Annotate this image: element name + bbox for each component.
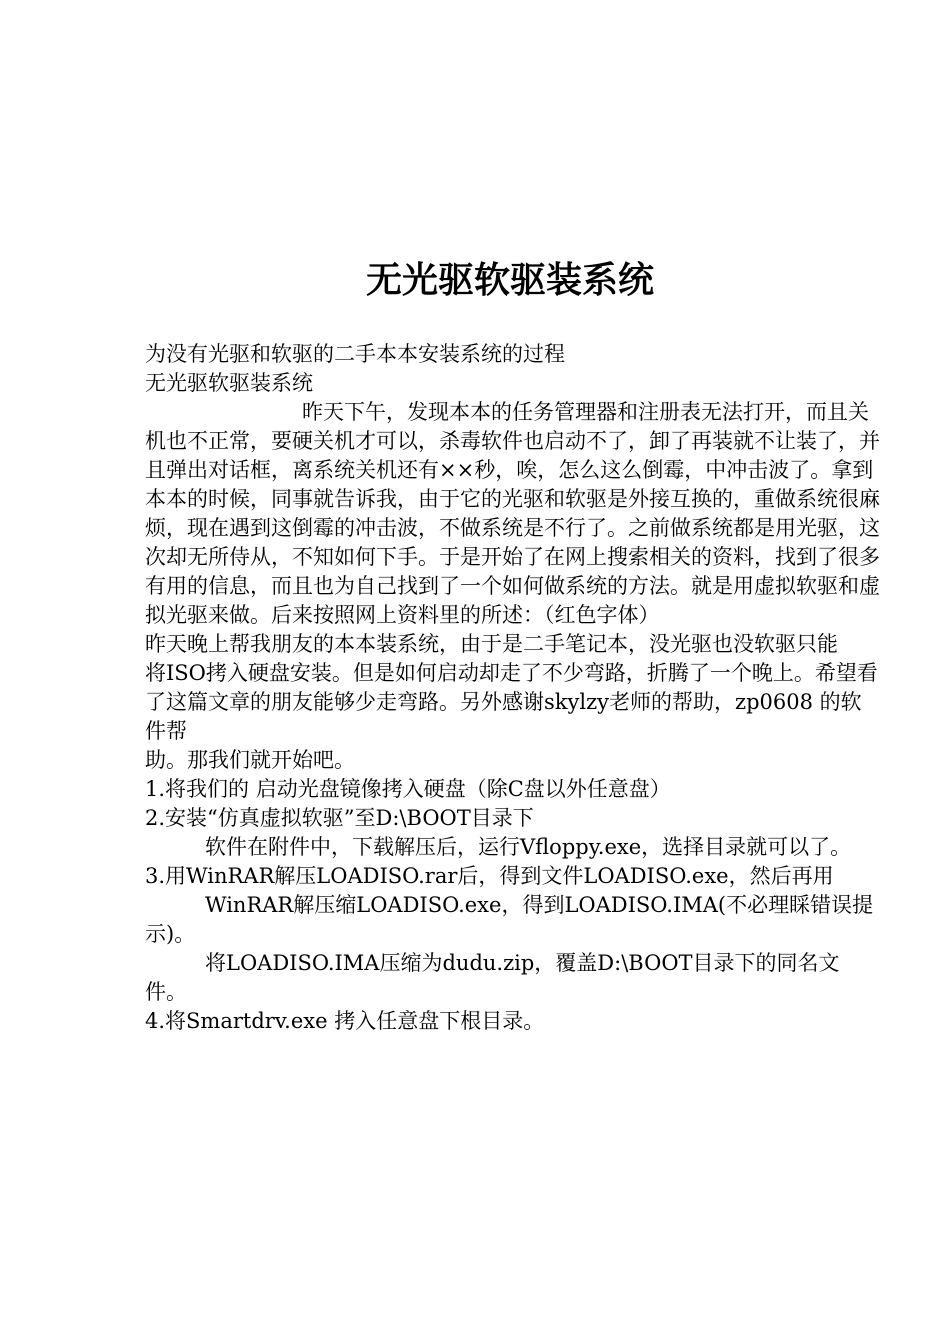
step-1: 1.将我们的 启动光盘镜像拷入硬盘（除C盘以外任意盘） — [145, 777, 671, 801]
paragraph-heading: 无光驱软驱装系统 — [145, 371, 313, 395]
paragraph-quote-2: 将ISO拷入硬盘安装。但是如何启动却走了不少弯路，折腾了一个晚上。希望看 — [145, 661, 878, 685]
paragraph-quote-1: 昨天晚上帮我朋友的本本装系统，由于是二手笔记本，没光驱也没软驱只能 — [145, 632, 838, 656]
step-3-detail-1: WinRAR解压缩LOADISO.exe，得到LOADISO.IMA(不必理睬错误提示)。 — [145, 893, 874, 946]
paragraph-quote-4: 助。那我们就开始吧。 — [145, 748, 355, 772]
document-title: 无光驱软驱装系统 — [365, 259, 654, 302]
paragraph-story: 昨天下午，发现本本的任务管理器和注册表无法打开，而且关机也不正常，要硬关机才可以，杀毒软件也启动不了，卸了再装就不让装了，并且弹出对话框，离系统关机还有××秒，唉，怎么这么倒霉，中冲击波了。拿到本本的时候，同事就告诉我，由于它的光驱和软驱是外接互换的，重做系统很麻烦，现在遇到这倒霉的冲击波，不做系统是不行了。之前做系统都是用光驱，这次却无所侍从，不知如何下手。于是开始了在网上搜索相关的资料，找到了很多有用的信息，而且也为自己找到了一个如何做系统的方法。就是用虚拟软驱和虚拟光驱来做。后来按照网上资料里的所述：（红色字体） — [145, 400, 880, 627]
step-4: 4.将Smartdrv.exe 拷入任意盘下根目录。 — [145, 1009, 545, 1033]
step-2-detail: 软件在附件中，下载解压后，运行Vfloppy.exe，选择目录就可以了。 — [205, 835, 852, 859]
paragraph-subtitle: 为没有光驱和软驱的二手本本安装系统的过程 — [145, 342, 565, 366]
document-body — [145, 340, 880, 1036]
paragraph-quote-3: 了这篇文章的朋友能够少走弯路。另外感谢skylzy老师的帮助，zp0608 的软件帮 — [145, 690, 862, 743]
step-2: 2.安装“仿真虚拟软驱”至D:\BOOT目录下 — [145, 806, 534, 830]
step-3-detail-2: 将LOADISO.IMA压缩为dudu.zip，覆盖D:\BOOT目录下的同名文件。 — [145, 951, 840, 1004]
step-3: 3.用WinRAR解压LOADISO.rar后，得到文件LOADISO.exe，然后再用 — [145, 864, 834, 888]
